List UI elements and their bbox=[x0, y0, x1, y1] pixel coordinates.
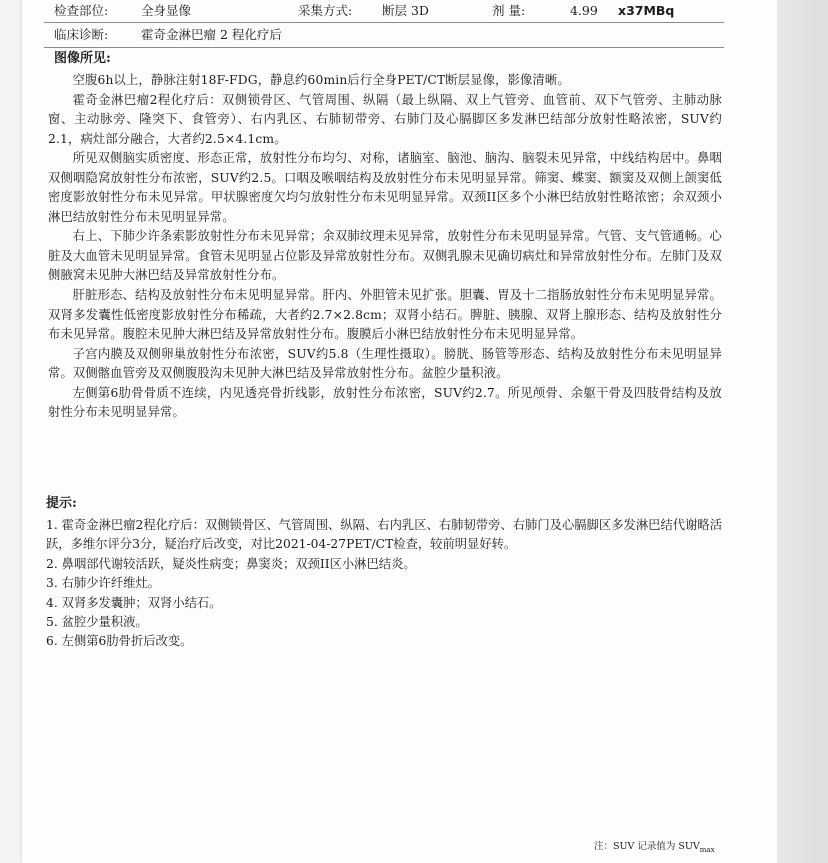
findings-paragraph: 霍奇金淋巴瘤2程化疗后：双侧锁骨区、气管周围、纵隔（最上纵隔、双上气管旁、血管前、双下气管旁、主肺动脉窗、主动脉旁、隆突下、食管旁）、右内乳区、右肺韧带旁、右肺门及心膈脚区多发淋巴结部分放射性略浓密，SUV约2.1，病灶部分融合，大者约2.5×4.1cm。 bbox=[48, 92, 722, 146]
dose-label: 剂 量: bbox=[492, 3, 526, 18]
findings-paragraph: 肝脏形态、结构及放射性分布未见明显异常。肝内、外胆管未见扩张。胆囊、胃及十二指肠放射性分布未见明显异常。双肾多发囊性低密度影放射性分布稀疏，大者约2.7×2.8cm；双肾小结石。脾脏、胰腺、双肾上腺形态、结构及放射性分布未见异常。腹腔未见肿大淋巴结及异常放射性分布。腹膜后小淋巴结放射性分布未见明显异常。 bbox=[48, 288, 722, 342]
findings-paragraph: 右上、下肺少许条索影放射性分布未见异常；余双肺纹理未见异常，放射性分布未见明显异常。气管、支气管通畅。心脏及大血管未见明显异常。食管未见明显占位影及异常放射性分布。双侧乳腺未见确切病灶和异常放射性分布。左肺门及双侧腋窝未见肿大淋巴结及异常放射性分布。 bbox=[48, 229, 722, 283]
findings-title: 图像所见: bbox=[54, 51, 111, 66]
header-divider-1 bbox=[44, 22, 724, 23]
findings-paragraph: 子宫内膜及双侧卵巢放射性分布浓密，SUV约5.8（生理性摄取）。膀胱、肠管等形态、结构及放射性分布未见明显异常。双侧髂血管旁及双侧腹股沟未见肿大淋巴结及异常放射性分布。盆腔少量积液。 bbox=[48, 346, 722, 381]
tips-item: 3. 右肺少许纤维灶。 bbox=[46, 576, 161, 591]
tips-list bbox=[46, 516, 722, 652]
dose-unit: x37MBq bbox=[618, 3, 675, 18]
footnote-text: 注：SUV 记录值为 SUV bbox=[594, 841, 700, 852]
page-edge-shadow bbox=[777, 0, 828, 863]
footnote-subscript: max bbox=[699, 845, 715, 854]
tips-item: 6. 左侧第6肋骨折后改变。 bbox=[46, 634, 193, 649]
diagnosis-label: 临床诊断: bbox=[54, 27, 109, 42]
findings-paragraph: 左侧第6肋骨骨质不连续，内见透亮骨折线影，放射性分布浓密，SUV约2.7。所见颅骨、余躯干骨及四肢骨结构及放射性分布未见明显异常。 bbox=[48, 385, 722, 420]
tips-item: 1. 霍奇金淋巴瘤2程化疗后：双侧锁骨区、气管周围、纵隔、右内乳区、右肺韧带旁、右肺门及心膈脚区多发淋巴结代谢略活跃，多维尔评分3分，疑治疗后改变，对比2021-04-27PET/CT检查，较前明显好转。 bbox=[46, 518, 722, 552]
acquisition-value: 断层 3D bbox=[382, 3, 429, 18]
acquisition-label: 采集方式: bbox=[298, 3, 353, 18]
diagnosis-value: 霍奇金淋巴瘤 2 程化疗后 bbox=[141, 27, 282, 42]
exam-part-value: 全身显像 bbox=[141, 3, 192, 18]
tips-title: 提示: bbox=[46, 496, 77, 511]
findings-paragraph: 空腹6h以上，静脉注射18F-FDG，静息约60min后行全身PET/CT断层显像，影像清晰。 bbox=[72, 73, 570, 87]
findings-paragraph: 所见双侧脑实质密度、形态正常，放射性分布均匀、对称，诸脑室、脑池、脑沟、脑裂未见异常，中线结构居中。鼻咽双侧咽隐窝放射性分布浓密，SUV约2.5。口咽及喉咽结构及放射性分布未见明显异常。筛窦、蝶窦、额窦及双侧上颌窦低密度影放射性分布未见异常。甲状腺密度欠均匀放射性分布未见明显异常。双颈II区多个小淋巴结放射性略浓密；余双颈小淋巴结放射性分布未见明显异常。 bbox=[48, 151, 722, 224]
header-row-exam bbox=[46, 0, 722, 22]
tips-item: 5. 盆腔少量积液。 bbox=[46, 615, 148, 630]
tips-item: 4. 双肾多发囊肿；双肾小结石。 bbox=[46, 595, 222, 610]
suv-footnote bbox=[594, 838, 715, 854]
header-divider-2 bbox=[44, 47, 724, 48]
findings-body bbox=[48, 71, 722, 423]
tips-item: 2. 鼻咽部代谢较活跃，疑炎性病变；鼻窦炎；双颈II区小淋巴结炎。 bbox=[46, 556, 416, 571]
exam-part-label: 检查部位: bbox=[54, 3, 109, 18]
header-row-diagnosis bbox=[46, 24, 722, 46]
dose-value: 4.99 bbox=[570, 3, 598, 18]
